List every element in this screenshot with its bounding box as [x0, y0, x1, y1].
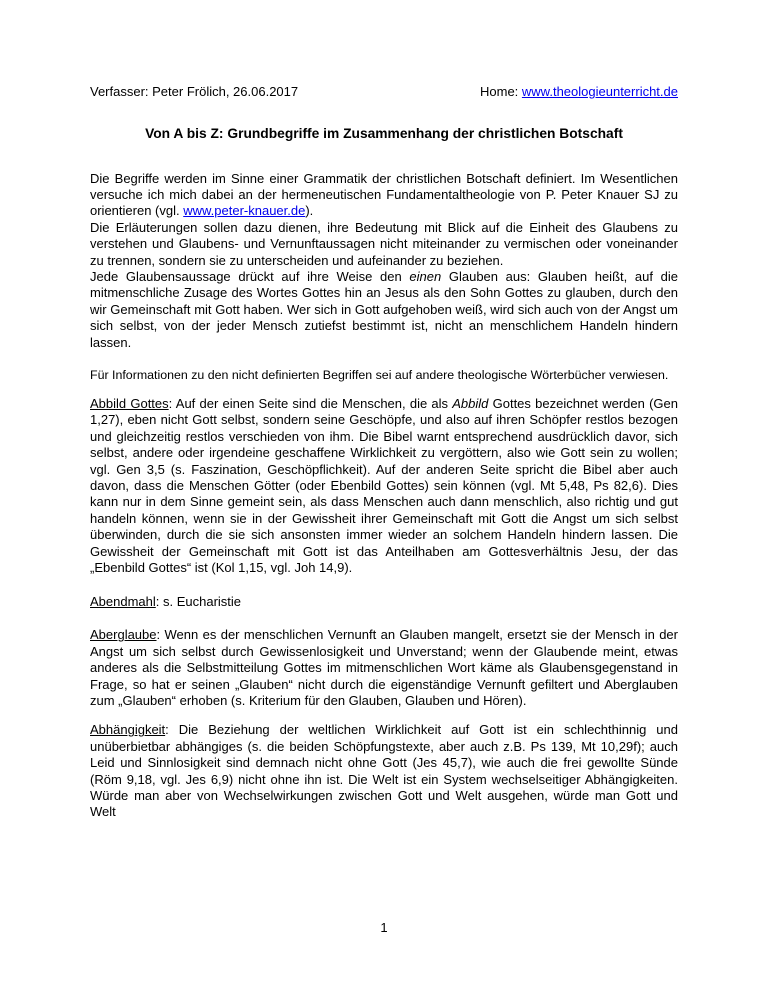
document-body [90, 171, 678, 821]
text-segment: Die Erläuterungen sollen dazu dienen, ihre Bedeutung mit Blick auf die Einheit des Glaubens zu verstehen und Glaubens- und Vernunftaussagen nicht miteinander zu vermischen oder voneinander zu trennen, sondern sie zu unterscheiden und aufeinander zu beziehen. [90, 219, 678, 268]
text-segment: Die Begriffe werden im Sinne einer Grammatik der christlichen Botschaft definiert. Im Wesentlichen versuche ich mich dabei an der hermeneutischen Fundamentaltheologie von P. Peter Knauer SJ zu orientieren (vgl. [90, 170, 678, 219]
home-line [480, 84, 678, 101]
text-segment: Glauben aus: Glauben heißt, auf die mitmenschliche Zusage des Wortes Gottes hin an Jesus als den Sohn Gottes zu glauben, durch den wir Gemeinschaft mit Gott haben. Wer sich in Gott aufgehoben weiß, wird sich auch von der Angst um sich selbst, von der jeder Mensch zutiefst bestimmt ist, nicht an menschlichem Handeln hindern lassen. [90, 268, 678, 350]
text-segment: Jede Glaubensaussage drückt auf ihre Weise den [90, 268, 410, 284]
text-segment: Für Informationen zu den nicht definierten Begriffen sei auf andere theologische Wörterbücher verwiesen. [90, 367, 669, 382]
page-number: 1 [380, 920, 388, 935]
paragraph-hinweis-woerterbuecher [90, 367, 678, 383]
text-segment: : Auf der einen Seite sind die Menschen, die als [168, 395, 453, 411]
author-line: Verfasser: Peter Frölich, 26.06.2017 [90, 84, 299, 99]
home-label: Home: [480, 84, 522, 99]
text-segment: : Die Beziehung der weltlichen Wirklichkeit auf Gott ist ein schlechthinnig und unüberbietbar abhängiges (s. die beiden Schöpfungstexte, aber auch z.B. Ps 139, Mt 10,29f); auch Leid und Sinnlosigkeit sind demnach nicht ohne Gott (Jes 45,7), wie auch die frei gewollte Sünde (Röm 9,18, vgl. Jes 6,9) nicht ohne ihn ist. Die Welt ist ein System wechselseitiger Abhängigkeiten. Würde man aber von Wechselwirkungen zwischen Gott und Welt ausgehen, würde man Gott und Welt [90, 722, 678, 820]
paragraph-aberglaube [90, 627, 678, 709]
home-link[interactable]: www.theologieunterricht.de [521, 84, 678, 99]
text-segment: einen [409, 268, 442, 284]
paragraph-intro-glaubensaussage [90, 269, 678, 351]
paragraph-abhaengigkeit [90, 722, 678, 820]
page-title: Von A bis Z: Grundbegriffe im Zusammenhang der christlichen Botschaft [145, 125, 623, 141]
paragraph-abendmahl [90, 594, 678, 610]
page-header [90, 84, 678, 101]
term-headword: Abendmahl [90, 594, 156, 610]
text-segment: Gottes bezeichnet werden (Gen 1,27), eben nicht Gott selbst, sondern seine Geschöpfe, und also auf ihren Schöpfer restlos bezogen und gleichzeitig restlos verschieden von ihm. Die Bibel warnt entsprechend ausdrücklich davor, sich selbst, andere oder irgendeine geschaffene Wirklichkeit zu vergöttern, also wie Gott sein zu wollen; vgl. Gen 3,5 (s. Faszination, Geschöpflichkeit). Auf der anderen Seite spricht die Bibel aber auch davon, dass die Menschen Götter (oder Ebenbild Gottes) sein können (vgl. Mt 5,48, Ps 82,6). Dies kann nur in dem Sinne gemeint sein, als dass Menschen auch dann menschlich, also richtig und gut handeln können, wenn sie in der Gewissheit ihrer Gemeinschaft mit Gott die Angst um sich selbst überwinden, durch die sie sich ansonsten immer wieder an solchem Handeln hindern lassen. Die Gewissheit der Gemeinschaft mit Gott ist das Anteilhaben am Gottesverhältnis Jesu, der das „Ebenbild Gottes“ ist (Kol 1,15, vgl. Joh 14,9). [90, 395, 678, 576]
paragraph-intro-definition [90, 171, 678, 220]
intro-definition-link[interactable]: www.peter-knauer.de [183, 203, 306, 219]
paragraph-abbild-gottes [90, 396, 678, 576]
paragraph-intro-erlaeuterungen [90, 220, 678, 269]
text-segment: : Wenn es der menschlichen Vernunft an Glauben mangelt, ersetzt sie der Mensch in der Angst um sich selbst durch Gewissenlosigkeit und Unverstand; wenn der Glaubende meint, etwas anderes als die Selbstmitteilung Gottes im mitmenschlichen Wort käme als Glaubensgegenstand in Frage, so hat er seinen „Glauben“ nicht durch die eigenständige Vernunft gefiltert und Aberglauben zum „Glauben“ erhoben (s. Kriterium für den Glauben, Glauben und Hören). [90, 627, 678, 708]
text-segment: : s. Eucharistie [155, 594, 242, 610]
text-segment: ). [305, 203, 314, 219]
term-headword: Aberglaube [90, 627, 157, 643]
text-segment: Abbild [452, 395, 489, 411]
term-headword: Abbild Gottes [90, 395, 169, 411]
term-headword: Abhängigkeit [90, 722, 166, 738]
